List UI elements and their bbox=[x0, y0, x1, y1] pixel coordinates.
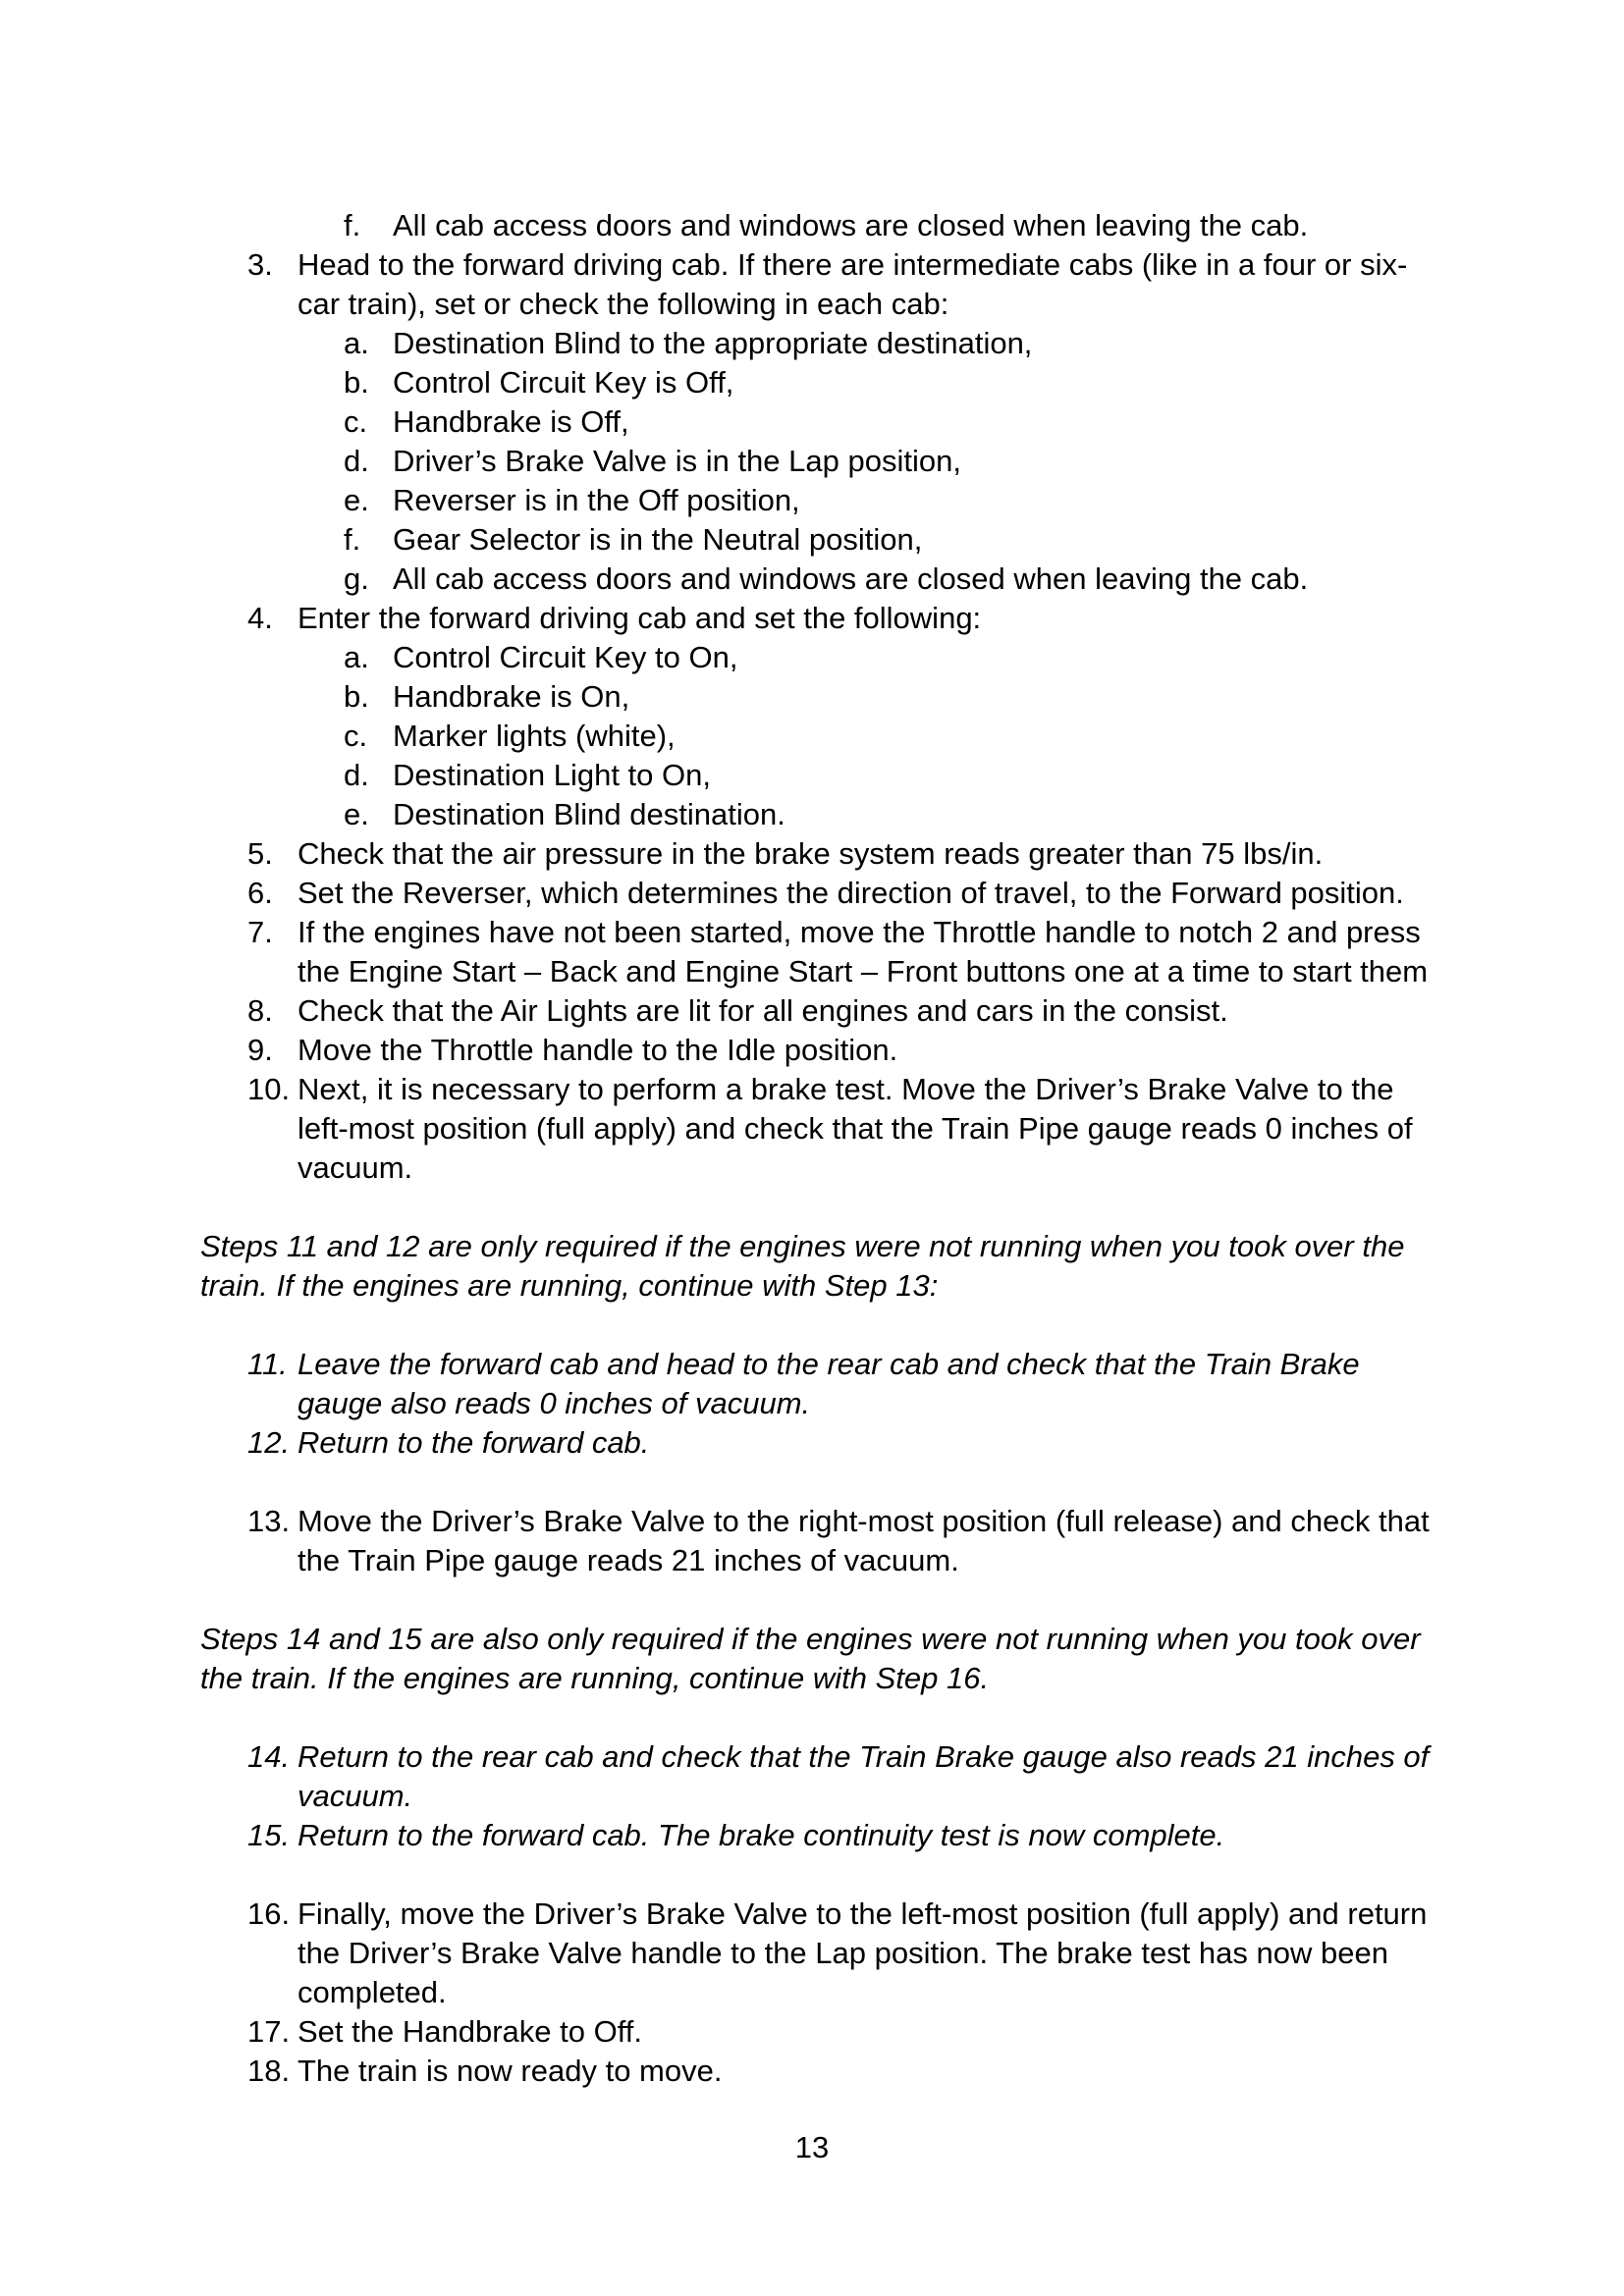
list-text: The train is now ready to move. bbox=[298, 2054, 723, 2088]
list-marker: 6. bbox=[247, 876, 273, 910]
list-subitem bbox=[200, 481, 1447, 520]
list-item bbox=[200, 913, 1447, 991]
list-item bbox=[200, 1502, 1447, 1580]
list-text: All cab access doors and windows are closed when leaving the cab. bbox=[393, 208, 1309, 242]
list-marker: f. bbox=[344, 208, 361, 242]
list-marker: 13. bbox=[247, 1504, 291, 1538]
list-subitem bbox=[200, 795, 1447, 834]
list-item bbox=[200, 245, 1447, 324]
list-text: If the engines have not been started, move the Throttle handle to notch 2 and press the Engine Start – Back and Engine Start – Front buttons one at a time to start them bbox=[298, 915, 1429, 988]
list-item bbox=[200, 874, 1447, 913]
note-paragraph bbox=[200, 1620, 1447, 1698]
list-subitem bbox=[200, 206, 1447, 245]
list-text: Control Circuit Key to On, bbox=[393, 640, 738, 674]
list-marker: 5. bbox=[247, 836, 273, 871]
list-text: Set the Handbrake to Off. bbox=[298, 2014, 642, 2049]
list-item bbox=[200, 1895, 1447, 2012]
list-text: Marker lights (white), bbox=[393, 719, 676, 753]
list-text: Handbrake is Off, bbox=[393, 404, 629, 439]
list-text: Move the Driver’s Brake Valve to the right-most position (full release) and check that the Train Pipe gauge reads 21 inches of vacuum. bbox=[298, 1504, 1430, 1577]
list-marker: 7. bbox=[247, 915, 273, 949]
list-marker: g. bbox=[344, 561, 369, 596]
list-item bbox=[200, 599, 1447, 638]
list-marker: 9. bbox=[247, 1033, 273, 1067]
list-marker: 11. bbox=[247, 1347, 288, 1381]
list-subitem bbox=[200, 677, 1447, 717]
list-marker: 3. bbox=[247, 247, 273, 282]
list-subitem bbox=[200, 442, 1447, 481]
list-text: Check that the air pressure in the brake system reads greater than 75 lbs/in. bbox=[298, 836, 1324, 871]
list-marker: e. bbox=[344, 797, 369, 831]
list-marker: e. bbox=[344, 483, 369, 517]
list-item bbox=[200, 834, 1447, 874]
list-marker: 14. bbox=[247, 1739, 291, 1774]
list-item bbox=[200, 1031, 1447, 1070]
list-text: Destination Blind destination. bbox=[393, 797, 785, 831]
list-subitem bbox=[200, 560, 1447, 599]
list-marker: f. bbox=[344, 522, 361, 557]
document-body bbox=[200, 206, 1447, 2091]
list-marker: 16. bbox=[247, 1896, 291, 1931]
list-text: Handbrake is On, bbox=[393, 679, 630, 714]
list-text: Leave the forward cab and head to the rear cab and check that the Train Brake gauge also reads 0 inches of vacuum. bbox=[298, 1347, 1360, 1420]
list-item bbox=[200, 1816, 1447, 1855]
note-paragraph bbox=[200, 1227, 1447, 1306]
list-subitem bbox=[200, 520, 1447, 560]
list-text: Destination Blind to the appropriate destination, bbox=[393, 326, 1033, 360]
list-text: Enter the forward driving cab and set the following: bbox=[298, 601, 982, 635]
list-marker: d. bbox=[344, 444, 369, 478]
list-marker: c. bbox=[344, 719, 368, 753]
list-marker: a. bbox=[344, 640, 369, 674]
page-number: 13 bbox=[794, 2130, 830, 2164]
list-text: Reverser is in the Off position, bbox=[393, 483, 800, 517]
list-marker: 12. bbox=[247, 1425, 291, 1460]
list-text: Head to the forward driving cab. If there are intermediate cabs (like in a four or six-car train), set or check the following in each cab: bbox=[298, 247, 1408, 321]
list-item bbox=[200, 1737, 1447, 1816]
list-item bbox=[200, 1070, 1447, 1188]
list-marker: 4. bbox=[247, 601, 273, 635]
list-text: All cab access doors and windows are closed when leaving the cab. bbox=[393, 561, 1309, 596]
list-item bbox=[200, 2052, 1447, 2091]
list-text: Finally, move the Driver’s Brake Valve to the left-most position (full apply) and return the Driver’s Brake Valve handle to the Lap position. The brake test has now been completed. bbox=[298, 1896, 1428, 2009]
list-text: Destination Light to On, bbox=[393, 758, 711, 792]
list-text: Driver’s Brake Valve is in the Lap position, bbox=[393, 444, 961, 478]
list-marker: a. bbox=[344, 326, 369, 360]
list-subitem bbox=[200, 324, 1447, 363]
list-subitem bbox=[200, 402, 1447, 442]
list-text: Return to the forward cab. The brake continuity test is now complete. bbox=[298, 1818, 1225, 1852]
list-marker: 10. bbox=[247, 1072, 291, 1106]
list-marker: 18. bbox=[247, 2054, 291, 2088]
list-marker: b. bbox=[344, 365, 369, 400]
list-item bbox=[200, 1345, 1447, 1423]
list-marker: 15. bbox=[247, 1818, 291, 1852]
list-text: Check that the Air Lights are lit for all engines and cars in the consist. bbox=[298, 993, 1228, 1028]
list-marker: 8. bbox=[247, 993, 273, 1028]
list-subitem bbox=[200, 638, 1447, 677]
list-text: Control Circuit Key is Off, bbox=[393, 365, 734, 400]
list-marker: 17. bbox=[247, 2014, 291, 2049]
list-subitem bbox=[200, 717, 1447, 756]
list-item bbox=[200, 1423, 1447, 1463]
list-marker: d. bbox=[344, 758, 369, 792]
list-marker: b. bbox=[344, 679, 369, 714]
list-text: Next, it is necessary to perform a brake test. Move the Driver’s Brake Valve to the left-most position (full apply) and check that the Train Pipe gauge reads 0 inches of vacuum. bbox=[298, 1072, 1413, 1185]
list-item bbox=[200, 991, 1447, 1031]
note-text: Steps 14 and 15 are also only required if the engines were not running when you took over the train. If the engines are running, continue with Step 16. bbox=[200, 1622, 1421, 1695]
list-text: Return to the rear cab and check that the Train Brake gauge also reads 21 inches of vacuum. bbox=[298, 1739, 1430, 1813]
list-text: Move the Throttle handle to the Idle position. bbox=[298, 1033, 898, 1067]
list-text: Set the Reverser, which determines the direction of travel, to the Forward position. bbox=[298, 876, 1404, 910]
list-marker: c. bbox=[344, 404, 368, 439]
list-text: Return to the forward cab. bbox=[298, 1425, 650, 1460]
list-subitem bbox=[200, 756, 1447, 795]
note-text: Steps 11 and 12 are only required if the engines were not running when you took over the train. If the engines are running, continue with Step 13: bbox=[200, 1229, 1405, 1303]
list-subitem bbox=[200, 363, 1447, 402]
list-item bbox=[200, 2012, 1447, 2052]
list-text: Gear Selector is in the Neutral position, bbox=[393, 522, 923, 557]
